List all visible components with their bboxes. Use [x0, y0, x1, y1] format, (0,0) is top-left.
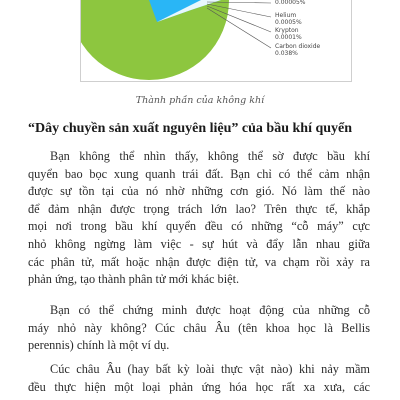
air-composition-figure: [80, 0, 352, 82]
legend-value: 0.038%: [275, 49, 298, 57]
paragraph-line: perennis) chính là một ví dụ.: [28, 338, 170, 353]
paragraph-line: Bạn không thể nhìn thấy, không thể sờ được bầu khí: [50, 149, 370, 163]
pie-chart-graphic: [81, 0, 353, 82]
body-paragraph: [28, 148, 370, 289]
legend-label: Carbon dioxide: [275, 43, 321, 50]
legend-value: 0.00005%: [275, 0, 306, 6]
legend-value: 0.0001%: [275, 33, 302, 41]
figure-caption: Thành phần của không khí: [135, 95, 265, 106]
paragraph-line: quyển bao bọc xung quanh trái đất. Bạn chỉ có thể cảm nhận: [28, 166, 370, 181]
paragraph-line: Cúc châu Âu (hay bất kỳ loài thực vật nào) khi nảy mầm: [50, 362, 370, 376]
legend-label: Krypton: [275, 27, 299, 34]
section-heading: “Dây chuyền sản xuất nguyên liệu” của bầu khí quyển: [28, 121, 353, 136]
paragraph-line: các phân tử, mất hoặc nhận được điện tử, va chạm rồi xảy ra: [28, 254, 370, 269]
legend-label: Helium: [275, 12, 297, 19]
paragraph-line: để đảm nhận được trọng trách lớn lao? Trên thực tế, khắp: [28, 201, 370, 216]
paragraph-line: máy nhỏ này không? Cúc châu Âu (tên khoa học là Bellis: [28, 320, 370, 335]
paragraph-line: phản ứng, tạo thành phân tử mới khác biệt.: [28, 272, 240, 287]
paragraph-line: mọi nơi trong bầu khí quyển đều có những “cỗ máy” cực: [28, 219, 370, 234]
paragraph-line: đều thực hiện một loại phản ứng hóa học rất xa xưa, các: [28, 379, 370, 394]
body-paragraph: [28, 361, 370, 396]
paragraph-line: được sự tồn tại của nó nhờ những cơn gió. Nó làm thế nào: [28, 184, 370, 199]
paragraph-line: Bạn có thể chứng minh được hoạt động của những cỗ: [50, 303, 370, 317]
legend-value: 0.0005%: [275, 18, 302, 26]
body-paragraph: [28, 302, 370, 355]
paragraph-line: nhỏ không ngừng làm việc - sự hút và đẩy lẫn nhau giữa: [28, 236, 370, 251]
